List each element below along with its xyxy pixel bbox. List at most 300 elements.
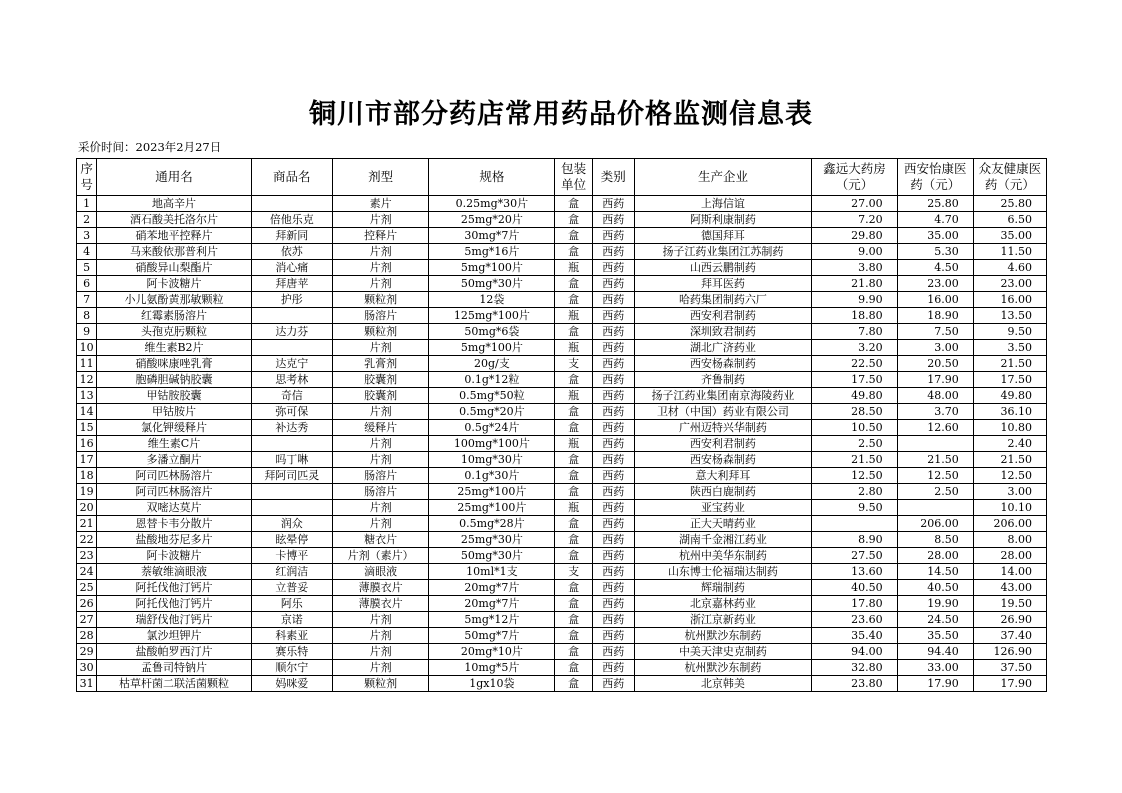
cell-price-zhongyou: 10.10 [973, 500, 1046, 516]
cell-price-yikang: 12.50 [897, 468, 973, 484]
cell-manufacturer: 哈药集团制药六厂 [634, 292, 812, 308]
cell-price-zhongyou: 25.80 [973, 196, 1046, 212]
cell-manufacturer: 卫材（中国）药业有限公司 [634, 404, 812, 420]
cell-seq: 25 [77, 580, 97, 596]
cell-brand-name: 科素亚 [251, 628, 332, 644]
cell-price-zhongyou: 17.90 [973, 676, 1046, 692]
cell-seq: 17 [77, 452, 97, 468]
cell-package-unit: 盒 [555, 324, 593, 340]
cell-price-xinyuan: 12.50 [812, 468, 897, 484]
cell-dosage-form: 片剂 [332, 516, 428, 532]
cell-price-xinyuan: 17.50 [812, 372, 897, 388]
cell-price-zhongyou: 49.80 [973, 388, 1046, 404]
cell-generic-name: 枯草杆菌二联活菌颗粒 [97, 676, 251, 692]
header-brand-name: 商品名 [251, 159, 332, 196]
cell-price-yikang: 8.50 [897, 532, 973, 548]
cell-manufacturer: 正大天晴药业 [634, 516, 812, 532]
cell-manufacturer: 齐鲁制药 [634, 372, 812, 388]
cell-category: 西药 [592, 532, 634, 548]
cell-price-yikang: 3.70 [897, 404, 973, 420]
cell-category: 西药 [592, 468, 634, 484]
cell-price-xinyuan: 7.20 [812, 212, 897, 228]
cell-spec: 0.1g*30片 [429, 468, 555, 484]
cell-price-zhongyou: 19.50 [973, 596, 1046, 612]
cell-manufacturer: 北京嘉林药业 [634, 596, 812, 612]
cell-dosage-form: 片剂 [332, 436, 428, 452]
cell-dosage-form: 肠溶片 [332, 308, 428, 324]
cell-price-zhongyou: 11.50 [973, 244, 1046, 260]
cell-seq: 21 [77, 516, 97, 532]
cell-manufacturer: 德国拜耳 [634, 228, 812, 244]
cell-price-zhongyou: 10.80 [973, 420, 1046, 436]
cell-generic-name: 多潘立酮片 [97, 452, 251, 468]
cell-price-zhongyou: 13.50 [973, 308, 1046, 324]
cell-manufacturer: 西安杨森制药 [634, 452, 812, 468]
table-row [77, 276, 1047, 292]
cell-spec: 10mg*5片 [429, 660, 555, 676]
header-row [77, 159, 1047, 196]
cell-generic-name: 瑞舒伐他汀钙片 [97, 612, 251, 628]
cell-brand-name: 赛乐特 [251, 644, 332, 660]
cell-package-unit: 盒 [555, 468, 593, 484]
page-title: 铜川市部分药店常用药品价格监测信息表 [309, 99, 813, 130]
cell-category: 西药 [592, 324, 634, 340]
cell-price-xinyuan: 28.50 [812, 404, 897, 420]
header-price-xinyuan: 鑫远大药房（元） [812, 159, 897, 196]
table-row [77, 596, 1047, 612]
cell-seq: 20 [77, 500, 97, 516]
cell-price-zhongyou: 37.50 [973, 660, 1046, 676]
cell-seq: 24 [77, 564, 97, 580]
cell-package-unit: 盒 [555, 372, 593, 388]
cell-price-xinyuan: 9.90 [812, 292, 897, 308]
table-row [77, 644, 1047, 660]
cell-spec: 50mg*30片 [429, 548, 555, 564]
cell-seq: 23 [77, 548, 97, 564]
cell-package-unit: 瓶 [555, 308, 593, 324]
cell-price-yikang [897, 500, 973, 516]
cell-manufacturer: 亚宝药业 [634, 500, 812, 516]
cell-price-xinyuan: 7.80 [812, 324, 897, 340]
cell-brand-name: 卡博平 [251, 548, 332, 564]
cell-spec: 20g/支 [429, 356, 555, 372]
cell-manufacturer: 山西云鹏制药 [634, 260, 812, 276]
table-row [77, 484, 1047, 500]
cell-seq: 26 [77, 596, 97, 612]
cell-manufacturer: 陕西白鹿制药 [634, 484, 812, 500]
cell-generic-name: 阿托伐他汀钙片 [97, 580, 251, 596]
cell-package-unit: 盒 [555, 580, 593, 596]
cell-price-xinyuan: 94.00 [812, 644, 897, 660]
cell-seq: 10 [77, 340, 97, 356]
cell-seq: 7 [77, 292, 97, 308]
cell-seq: 15 [77, 420, 97, 436]
cell-package-unit: 盒 [555, 212, 593, 228]
cell-generic-name: 恩替卡韦分散片 [97, 516, 251, 532]
cell-category: 西药 [592, 516, 634, 532]
cell-spec: 50mg*30片 [429, 276, 555, 292]
cell-price-yikang: 23.00 [897, 276, 973, 292]
cell-price-zhongyou: 126.90 [973, 644, 1046, 660]
table-row [77, 388, 1047, 404]
cell-brand-name: 红润洁 [251, 564, 332, 580]
header-seq: 序号 [77, 159, 97, 196]
cell-spec: 20mg*7片 [429, 596, 555, 612]
cell-category: 西药 [592, 452, 634, 468]
cell-package-unit: 盒 [555, 452, 593, 468]
cell-seq: 6 [77, 276, 97, 292]
table-row [77, 308, 1047, 324]
cell-seq: 14 [77, 404, 97, 420]
cell-category: 西药 [592, 420, 634, 436]
cell-price-zhongyou: 12.50 [973, 468, 1046, 484]
cell-seq: 2 [77, 212, 97, 228]
cell-price-zhongyou: 3.00 [973, 484, 1046, 500]
table-row [77, 628, 1047, 644]
cell-brand-name: 吗丁啉 [251, 452, 332, 468]
header-package-unit: 包装单位 [555, 159, 593, 196]
cell-spec: 12袋 [429, 292, 555, 308]
cell-price-zhongyou: 9.50 [973, 324, 1046, 340]
cell-price-yikang: 5.30 [897, 244, 973, 260]
table-row [77, 372, 1047, 388]
cell-dosage-form: 乳膏剂 [332, 356, 428, 372]
cell-price-yikang: 25.80 [897, 196, 973, 212]
cell-generic-name: 孟鲁司特钠片 [97, 660, 251, 676]
cell-category: 西药 [592, 260, 634, 276]
table-body [77, 196, 1047, 692]
cell-seq: 22 [77, 532, 97, 548]
table-row [77, 452, 1047, 468]
cell-dosage-form: 肠溶片 [332, 484, 428, 500]
cell-price-zhongyou: 17.50 [973, 372, 1046, 388]
cell-spec: 5mg*100片 [429, 340, 555, 356]
cell-spec: 125mg*100片 [429, 308, 555, 324]
table-row [77, 340, 1047, 356]
cell-generic-name: 硝酸咪康唑乳膏 [97, 356, 251, 372]
cell-spec: 25mg*20片 [429, 212, 555, 228]
cell-category: 西药 [592, 676, 634, 692]
cell-category: 西药 [592, 596, 634, 612]
cell-spec: 100mg*100片 [429, 436, 555, 452]
table-row [77, 292, 1047, 308]
cell-price-yikang: 12.60 [897, 420, 973, 436]
cell-generic-name: 阿托伐他汀钙片 [97, 596, 251, 612]
cell-brand-name [251, 308, 332, 324]
cell-generic-name: 小儿氨酚黄那敏颗粒 [97, 292, 251, 308]
cell-brand-name [251, 196, 332, 212]
cell-price-yikang: 28.00 [897, 548, 973, 564]
cell-package-unit: 盒 [555, 516, 593, 532]
cell-generic-name: 维生素B2片 [97, 340, 251, 356]
table-row [77, 260, 1047, 276]
header-price-yikang: 西安怡康医药（元） [897, 159, 973, 196]
cell-category: 西药 [592, 612, 634, 628]
cell-spec: 20mg*10片 [429, 644, 555, 660]
cell-seq: 29 [77, 644, 97, 660]
cell-seq: 27 [77, 612, 97, 628]
cell-manufacturer: 北京韩美 [634, 676, 812, 692]
header-generic-name: 通用名 [97, 159, 251, 196]
cell-price-xinyuan: 40.50 [812, 580, 897, 596]
cell-package-unit: 盒 [555, 292, 593, 308]
cell-dosage-form: 片剂 [332, 612, 428, 628]
cell-generic-name: 地高辛片 [97, 196, 251, 212]
cell-generic-name: 阿司匹林肠溶片 [97, 484, 251, 500]
cell-dosage-form: 控释片 [332, 228, 428, 244]
cell-price-xinyuan: 29.80 [812, 228, 897, 244]
cell-dosage-form: 滴眼液 [332, 564, 428, 580]
cell-category: 西药 [592, 404, 634, 420]
cell-generic-name: 盐酸地芬尼多片 [97, 532, 251, 548]
cell-price-zhongyou: 206.00 [973, 516, 1046, 532]
cell-brand-name: 倍他乐克 [251, 212, 332, 228]
cell-dosage-form: 颗粒剂 [332, 324, 428, 340]
cell-manufacturer: 扬子江药业集团南京海陵药业 [634, 388, 812, 404]
table-row [77, 660, 1047, 676]
cell-dosage-form: 薄膜衣片 [332, 596, 428, 612]
cell-category: 西药 [592, 548, 634, 564]
cell-manufacturer: 深圳致君制药 [634, 324, 812, 340]
cell-spec: 0.5mg*50粒 [429, 388, 555, 404]
cell-dosage-form: 片剂 [332, 212, 428, 228]
cell-package-unit: 瓶 [555, 388, 593, 404]
cell-price-yikang: 33.00 [897, 660, 973, 676]
cell-spec: 25mg*30片 [429, 532, 555, 548]
cell-price-yikang: 4.70 [897, 212, 973, 228]
cell-price-zhongyou: 6.50 [973, 212, 1046, 228]
cell-dosage-form: 片剂（素片） [332, 548, 428, 564]
cell-price-yikang: 20.50 [897, 356, 973, 372]
cell-price-xinyuan: 35.40 [812, 628, 897, 644]
cell-price-xinyuan: 49.80 [812, 388, 897, 404]
cell-price-yikang: 16.00 [897, 292, 973, 308]
cell-dosage-form: 片剂 [332, 340, 428, 356]
cell-seq: 18 [77, 468, 97, 484]
cell-brand-name: 奇信 [251, 388, 332, 404]
cell-manufacturer: 广州迈特兴华制药 [634, 420, 812, 436]
cell-dosage-form: 肠溶片 [332, 468, 428, 484]
cell-seq: 19 [77, 484, 97, 500]
cell-price-xinyuan: 2.50 [812, 436, 897, 452]
cell-package-unit: 盒 [555, 276, 593, 292]
cell-price-yikang: 14.50 [897, 564, 973, 580]
cell-price-xinyuan: 21.50 [812, 452, 897, 468]
cell-category: 西药 [592, 340, 634, 356]
cell-package-unit: 盒 [555, 660, 593, 676]
cell-price-zhongyou: 26.90 [973, 612, 1046, 628]
cell-spec: 10ml*1支 [429, 564, 555, 580]
cell-package-unit: 盒 [555, 404, 593, 420]
cell-package-unit: 盒 [555, 676, 593, 692]
cell-generic-name: 酒石酸美托洛尔片 [97, 212, 251, 228]
cell-price-xinyuan: 21.80 [812, 276, 897, 292]
cell-category: 西药 [592, 372, 634, 388]
table-row [77, 468, 1047, 484]
cell-package-unit: 盒 [555, 196, 593, 212]
cell-brand-name: 依苏 [251, 244, 332, 260]
cell-price-xinyuan [812, 516, 897, 532]
cell-brand-name: 京诺 [251, 612, 332, 628]
cell-price-xinyuan: 32.80 [812, 660, 897, 676]
cell-package-unit: 盒 [555, 548, 593, 564]
cell-brand-name [251, 500, 332, 516]
cell-seq: 30 [77, 660, 97, 676]
cell-spec: 0.5mg*20片 [429, 404, 555, 420]
table-row [77, 548, 1047, 564]
cell-price-zhongyou: 23.00 [973, 276, 1046, 292]
cell-seq: 8 [77, 308, 97, 324]
cell-price-yikang: 18.90 [897, 308, 973, 324]
cell-dosage-form: 片剂 [332, 660, 428, 676]
cell-spec: 5mg*12片 [429, 612, 555, 628]
cell-package-unit: 瓶 [555, 500, 593, 516]
cell-price-zhongyou: 2.40 [973, 436, 1046, 452]
cell-spec: 0.25mg*30片 [429, 196, 555, 212]
cell-generic-name: 盐酸帕罗西汀片 [97, 644, 251, 660]
cell-price-zhongyou: 37.40 [973, 628, 1046, 644]
cell-price-zhongyou: 28.00 [973, 548, 1046, 564]
cell-dosage-form: 片剂 [332, 404, 428, 420]
cell-price-yikang: 19.90 [897, 596, 973, 612]
cell-dosage-form: 胶囊剂 [332, 372, 428, 388]
cell-price-yikang: 7.50 [897, 324, 973, 340]
cell-generic-name: 甲钴胺片 [97, 404, 251, 420]
table-row [77, 228, 1047, 244]
cell-spec: 20mg*7片 [429, 580, 555, 596]
cell-price-yikang: 40.50 [897, 580, 973, 596]
header-spec: 规格 [429, 159, 555, 196]
cell-brand-name [251, 436, 332, 452]
cell-spec: 5mg*100片 [429, 260, 555, 276]
cell-package-unit: 瓶 [555, 436, 593, 452]
cell-category: 西药 [592, 244, 634, 260]
table-row [77, 196, 1047, 212]
cell-generic-name: 硝酸异山梨酯片 [97, 260, 251, 276]
cell-manufacturer: 意大利拜耳 [634, 468, 812, 484]
cell-manufacturer: 杭州默沙东制药 [634, 628, 812, 644]
cell-package-unit: 盒 [555, 628, 593, 644]
cell-price-xinyuan: 3.20 [812, 340, 897, 356]
cell-price-yikang: 17.90 [897, 372, 973, 388]
cell-manufacturer: 浙江京新药业 [634, 612, 812, 628]
cell-seq: 31 [77, 676, 97, 692]
cell-category: 西药 [592, 228, 634, 244]
cell-dosage-form: 素片 [332, 196, 428, 212]
cell-generic-name: 双嘧达莫片 [97, 500, 251, 516]
cell-brand-name: 润众 [251, 516, 332, 532]
cell-category: 西药 [592, 388, 634, 404]
cell-dosage-form: 缓释片 [332, 420, 428, 436]
cell-manufacturer: 阿斯利康制药 [634, 212, 812, 228]
cell-manufacturer: 湖南千金湘江药业 [634, 532, 812, 548]
table-row [77, 436, 1047, 452]
cell-brand-name: 拜新同 [251, 228, 332, 244]
cell-manufacturer: 拜耳医药 [634, 276, 812, 292]
cell-category: 西药 [592, 580, 634, 596]
cell-manufacturer: 湖北广济药业 [634, 340, 812, 356]
cell-spec: 25mg*100片 [429, 500, 555, 516]
cell-price-xinyuan: 22.50 [812, 356, 897, 372]
cell-package-unit: 盒 [555, 532, 593, 548]
cell-dosage-form: 片剂 [332, 276, 428, 292]
cell-spec: 1gx10袋 [429, 676, 555, 692]
table-row [77, 612, 1047, 628]
cell-dosage-form: 片剂 [332, 260, 428, 276]
cell-dosage-form: 片剂 [332, 244, 428, 260]
cell-price-yikang: 35.50 [897, 628, 973, 644]
cell-price-xinyuan: 9.50 [812, 500, 897, 516]
table-row [77, 420, 1047, 436]
cell-generic-name: 胞磷胆碱钠胶囊 [97, 372, 251, 388]
cell-price-xinyuan: 17.80 [812, 596, 897, 612]
cell-generic-name: 阿卡波糖片 [97, 548, 251, 564]
cell-manufacturer: 山东博士伦福瑞达制药 [634, 564, 812, 580]
cell-price-zhongyou: 36.10 [973, 404, 1046, 420]
cell-generic-name: 头孢克肟颗粒 [97, 324, 251, 340]
table-row [77, 212, 1047, 228]
cell-brand-name: 立普妥 [251, 580, 332, 596]
cell-generic-name: 阿司匹林肠溶片 [97, 468, 251, 484]
cell-spec: 30mg*7片 [429, 228, 555, 244]
cell-package-unit: 支 [555, 356, 593, 372]
cell-category: 西药 [592, 308, 634, 324]
cell-category: 西药 [592, 628, 634, 644]
cell-price-xinyuan: 23.60 [812, 612, 897, 628]
cell-price-zhongyou: 3.50 [973, 340, 1046, 356]
cell-spec: 0.5mg*28片 [429, 516, 555, 532]
cell-manufacturer: 辉瑞制药 [634, 580, 812, 596]
cell-dosage-form: 颗粒剂 [332, 676, 428, 692]
cell-price-yikang: 24.50 [897, 612, 973, 628]
cell-price-zhongyou: 8.00 [973, 532, 1046, 548]
cell-category: 西药 [592, 484, 634, 500]
cell-seq: 4 [77, 244, 97, 260]
cell-price-xinyuan: 2.80 [812, 484, 897, 500]
cell-price-xinyuan: 8.90 [812, 532, 897, 548]
cell-package-unit: 盒 [555, 244, 593, 260]
cell-price-xinyuan: 18.80 [812, 308, 897, 324]
cell-brand-name: 拜阿司匹灵 [251, 468, 332, 484]
table-row [77, 324, 1047, 340]
cell-price-yikang: 21.50 [897, 452, 973, 468]
cell-price-xinyuan: 27.00 [812, 196, 897, 212]
cell-price-yikang: 3.00 [897, 340, 973, 356]
cell-spec: 10mg*30片 [429, 452, 555, 468]
cell-manufacturer: 杭州中美华东制药 [634, 548, 812, 564]
cell-manufacturer: 杭州默沙东制药 [634, 660, 812, 676]
cell-price-xinyuan: 10.50 [812, 420, 897, 436]
table-row [77, 564, 1047, 580]
table-row [77, 516, 1047, 532]
cell-dosage-form: 片剂 [332, 644, 428, 660]
cell-price-xinyuan: 27.50 [812, 548, 897, 564]
cell-seq: 9 [77, 324, 97, 340]
table-row [77, 404, 1047, 420]
cell-package-unit: 盒 [555, 612, 593, 628]
cell-seq: 16 [77, 436, 97, 452]
cell-dosage-form: 片剂 [332, 500, 428, 516]
cell-brand-name: 妈咪爱 [251, 676, 332, 692]
cell-price-yikang: 48.00 [897, 388, 973, 404]
cell-dosage-form: 片剂 [332, 452, 428, 468]
cell-category: 西药 [592, 276, 634, 292]
cell-generic-name: 马来酸依那普利片 [97, 244, 251, 260]
cell-dosage-form: 糖衣片 [332, 532, 428, 548]
cell-category: 西药 [592, 660, 634, 676]
cell-seq: 13 [77, 388, 97, 404]
cell-category: 西药 [592, 500, 634, 516]
